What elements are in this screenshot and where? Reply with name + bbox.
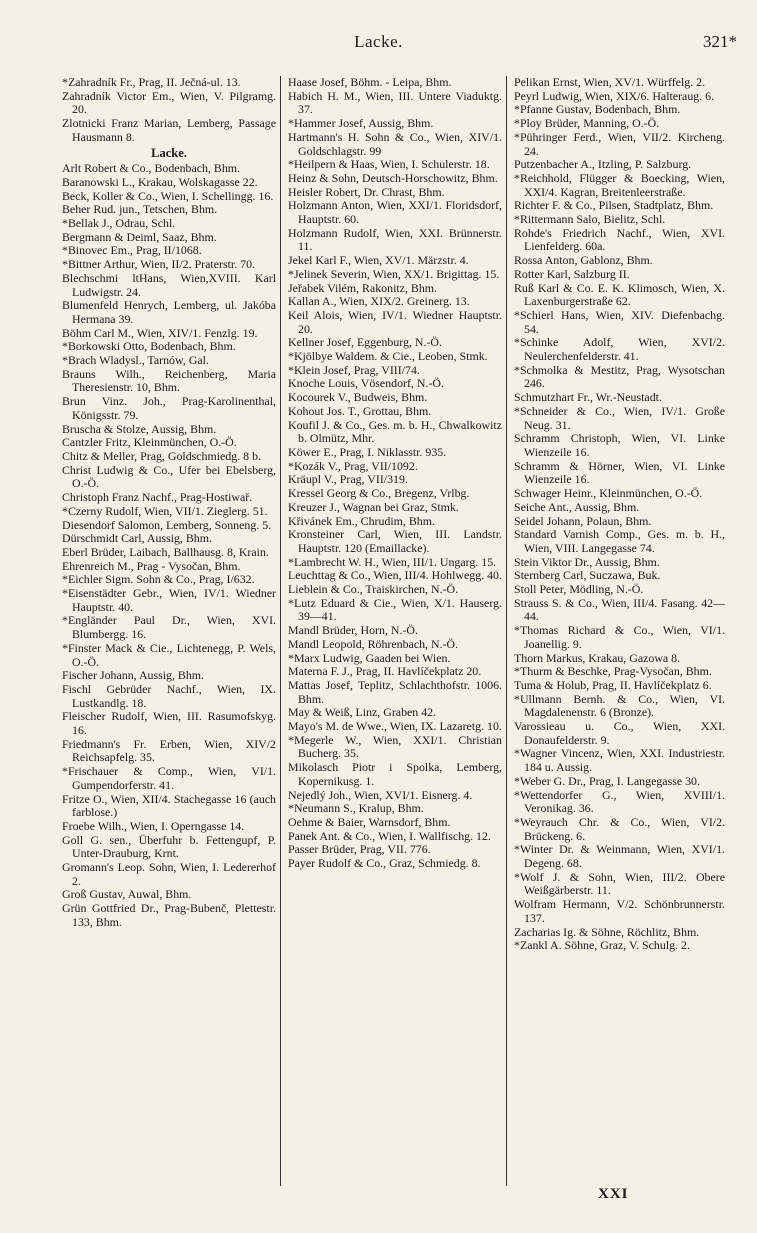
directory-entry: Grün Gottfried Dr., Prag-Bubenč, Plettestr. 133, Bhm. xyxy=(62,901,276,929)
directory-entry: Habich H. M., Wien, III. Untere Viaduktg. 37. xyxy=(288,88,502,117)
directory-entry: *Lambrecht W. H., Wien, III/1. Ungarg. 15. xyxy=(288,554,497,569)
directory-entry: Christ Ludwig & Co., Ufer bei Ebelsberg, O.-Ö. xyxy=(62,462,276,491)
directory-entry: Richter F. & Co., Pilsen, Stadtplatz, Bhm. xyxy=(514,198,714,213)
directory-entry: *Ullmann Bernh. & Co., Wien, VI. Magdalenenstr. 6 (Bronze). xyxy=(514,691,725,720)
directory-entry: *Bittner Arthur, Wien, II/2. Praterstr. 70. xyxy=(62,257,256,272)
directory-entry: *Czerny Rudolf, Wien, VII/1. Zieglerg. 51. xyxy=(62,503,268,518)
directory-entry: May & Weiß, Linz, Graben 42. xyxy=(288,705,437,720)
directory-entry: *Finster Mack & Cie., Lichtenegg, P. Wels, O.-Ö. xyxy=(62,640,276,669)
directory-entry: Wolfram Hermann, V/2. Schönbrunnerstr. 137. xyxy=(514,897,725,925)
directory-entry: *Eichler Sigm. Sohn & Co., Prag, I/632. xyxy=(62,572,255,587)
directory-entry: Mandl Leopold, Röhrenbach, N.-Ö. xyxy=(288,636,459,651)
directory-entry: *Winter Dr. & Weinmann, Wien, XVI/1. Degeng. 68. xyxy=(514,842,725,871)
directory-entry: *Bellak J., Odrau, Schl. xyxy=(62,216,176,231)
directory-entry: Koufil J. & Co., Ges. m. b. H., Chwalkowitz b. Olmütz, Mhr. xyxy=(288,417,502,446)
directory-entry: *Frischauer & Comp., Wien, VI/1. Gumpendorferstr. 41. xyxy=(62,764,276,792)
directory-entry: Fritze O., Wien, XII/4. Stachegasse 16 (auch farblose.) xyxy=(62,791,276,820)
directory-entry: Schmutzhart Fr., Wr.-Neustadt. xyxy=(514,390,662,405)
sheet-signature: XXI xyxy=(598,1186,629,1202)
directory-entry: *Eisenstädter Gebr., Wien, IV/1. Wiedner Hauptstr. 40. xyxy=(62,586,276,614)
directory-entry: *Lutz Eduard & Cie., Wien, X/1. Hauserg. 39—41. xyxy=(288,595,502,624)
directory-entry: Kronsteiner Carl, Wien, III. Landstr. Hauptstr. 120 (Emaillacke). xyxy=(288,527,502,555)
directory-entry: Dürschmidt Carl, Aussig, Bhm. xyxy=(62,531,212,546)
directory-entry: Kohout Jos. T., Grottau, Bhm. xyxy=(288,403,432,418)
directory-entry: *Wettendorfer G., Wien, XVIII/1. Veronikag. 36. xyxy=(514,787,725,816)
directory-entry: *Kjölbye Waldem. & Cie., Leoben, Stmk. xyxy=(288,349,488,364)
directory-entry: Cantzler Fritz, Kleinmünchen, O.-Ö. xyxy=(62,435,237,450)
directory-entry: Baranowski L., Krakau, Wolskagasse 22. xyxy=(62,174,258,189)
directory-entry: Zacharias Ig. & Söhne, Röchlitz, Bhm. xyxy=(514,924,700,939)
directory-entry: Beher Rud. jun., Tetschen, Bhm. xyxy=(62,202,218,217)
directory-entry: Seiche Ant., Aussig, Bhm. xyxy=(514,499,640,514)
directory-entry: Goll G. sen., Überfuhr b. Fettengupf, P. Unter-Drauburg, Krnt. xyxy=(62,832,276,861)
directory-entry: Groß Gustav, Auwal, Bhm. xyxy=(62,887,192,902)
directory-entry: *Pfanne Gustav, Bodenbach, Bhm. xyxy=(514,102,681,117)
directory-entry: Bergmann & Deiml, Saaz, Bhm. xyxy=(62,229,217,244)
directory-entry: Oehme & Baier, Warnsdorf, Bhm. xyxy=(288,814,451,829)
directory-entry: *Pühringer Ferd., Wien, VII/2. Kircheng. 24. xyxy=(514,129,725,158)
directory-entry: *Megerle W., Wien, XXI/1. Christian Bucherg. 35. xyxy=(288,732,502,761)
directory-entry: *Binovec Em., Prag, II/1068. xyxy=(62,243,202,258)
section-heading: Lacke. xyxy=(151,145,187,160)
directory-entry: Kellner Josef, Eggenburg, N.-Ö. xyxy=(288,335,442,350)
directory-entry: *Thomas Richard & Co., Wien, VI/1. Joanellig. 9. xyxy=(514,623,725,651)
directory-entry: *Wagner Vincenz, Wien, XXI. Industriestr. 184 u. Aussig. xyxy=(514,746,725,775)
directory-entry: Rotter Karl, Salzburg II. xyxy=(514,266,630,281)
directory-entry: *Rittermann Salo, Bielitz, Schl. xyxy=(514,212,666,227)
directory-entry: Leuchttag & Co., Wien, III/4. Hohlwegg. 40. xyxy=(288,568,502,583)
directory-entry: Brauns Wilh., Reichenberg, Maria Theresienstr. 10, Bhm. xyxy=(62,366,276,395)
directory-entry: Froebe Wilh., Wien, I. Operngasse 14. xyxy=(62,818,245,833)
directory-entry: Zlotnicki Franz Marian, Lemberg, Passage Hausmann 8. xyxy=(62,116,276,144)
directory-entry: Strauss S. & Co., Wien, III/4. Fasang. 42—44. xyxy=(514,595,725,624)
directory-entry: Kocourek V., Budweis, Bhm. xyxy=(288,390,428,405)
directory-entry: Seidel Johann, Polaun, Bhm. xyxy=(514,513,652,528)
directory-entry: Bruscha & Stolze, Aussig, Bhm. xyxy=(62,421,217,436)
page-title: Lacke. xyxy=(354,32,403,51)
directory-entry: Schramm Christoph, Wien, VI. Linke Wienzeile 16. xyxy=(514,431,725,459)
directory-entry: Köwer E., Prag, I. Niklasstr. 935. xyxy=(288,444,447,459)
directory-entry: Haase Josef, Böhm. - Leipa, Bhm. xyxy=(288,76,452,89)
directory-columns xyxy=(62,76,730,1186)
directory-entry: Stoll Peter, Mödling, N.-Ö. xyxy=(514,582,644,597)
directory-entry: *Jelinek Severin, Wien, XX/1. Brigittag. 15. xyxy=(288,266,500,281)
directory-entry: Kallan A., Wien, XIX/2. Greinerg. 13. xyxy=(288,294,470,309)
directory-entry: Sternberg Carl, Suczawa, Buk. xyxy=(514,568,661,583)
page-header xyxy=(0,0,757,62)
directory-entry: *Borkowski Otto, Bodenbach, Bhm. xyxy=(62,339,236,354)
directory-entry: Passer Brüder, Prag, VII. 776. xyxy=(288,842,431,857)
directory-entry: Schramm & Hörner, Wien, VI. Linke Wienzeile 16. xyxy=(514,458,725,487)
directory-entry: Panek Ant. & Co., Wien, I. Wallfischg. 12. xyxy=(288,828,491,843)
directory-entry: *Kozák V., Prag, VII/1092. xyxy=(288,458,418,473)
directory-entry: *Zankl A. Söhne, Graz, V. Schulg. 2. xyxy=(514,938,690,953)
page-number: 321* xyxy=(703,32,737,51)
directory-entry: *Reichhold, Flügger & Boecking, Wien, XXI/4. Kagran, Breitenleerstraße. xyxy=(514,170,725,199)
directory-entry: Mandl Brüder, Horn, N.-Ö. xyxy=(288,623,418,638)
directory-entry: Ruß Karl & Co. E. K. Klimosch, Wien, X. Laxenburgerstraße 62. xyxy=(514,280,725,309)
directory-entry: Zahradník Victor Em., Wien, V. Pilgramg. 20. xyxy=(62,88,276,117)
directory-entry: Arlt Robert & Co., Bodenbach, Bhm. xyxy=(62,161,241,176)
directory-entry: Materna F. J., Prag, II. Havlíčekplatz 20. xyxy=(288,664,482,679)
directory-entry: Chitz & Meller, Prag, Goldschmiedg. 8 b. xyxy=(62,448,261,463)
directory-entry: Jeřabek Vilém, Rakonitz, Bhm. xyxy=(288,280,437,295)
directory-entry: Putzenbacher A., Itzling, P. Salzburg. xyxy=(514,157,692,172)
directory-entry: Peyrl Ludwig, Wien, XIX/6. Halteraug. 6. xyxy=(514,88,715,103)
column-1 xyxy=(62,76,280,1186)
directory-entry: Rohde's Friedrich Nachf., Wien, XVI. Lienfelderg. 60a. xyxy=(514,225,725,254)
directory-entry: Mayo's M. de Wwe., Wien, IX. Lazaretg. 10. xyxy=(288,719,502,734)
directory-entry: Fischer Johann, Aussig, Bhm. xyxy=(62,668,205,683)
directory-entry: Beck, Koller & Co., Wien, I. Schellingg. 16. xyxy=(62,188,274,203)
directory-entry: Fleischer Rudolf, Wien, III. Rasumofskyg. 16. xyxy=(62,709,276,738)
column-2 xyxy=(280,76,506,1186)
directory-entry: *Marx Ludwig, Gaaden bei Wien. xyxy=(288,650,451,665)
directory-entry: Hartmann's H. Sohn & Co., Wien, XIV/1. Goldschlagstr. 99 xyxy=(288,129,502,158)
directory-entry: Pelikan Ernst, Wien, XV/1. Würffelg. 2. xyxy=(514,76,706,89)
directory-entry: Blechschmi ltHans, Wien,XVIII. Karl Ludwigstr. 24. xyxy=(62,270,276,299)
directory-entry: *Wolf J. & Sohn, Wien, III/2. Obere Weißgärberstr. 11. xyxy=(514,869,725,898)
directory-entry: Ehrenreich M., Prag - Vysočan, Bhm. xyxy=(62,558,241,573)
directory-entry: *Heilpern & Haas, Wien, I. Schulerstr. 18. xyxy=(288,157,490,172)
directory-entry: Schwager Heinr., Kleinmünchen, O.-Ö. xyxy=(514,486,703,501)
directory-entry: *Neumann S., Kralup, Bhm. xyxy=(288,801,424,816)
directory-entry: Diesendorf Salomon, Lemberg, Sonneng. 5. xyxy=(62,517,272,532)
directory-entry: Fischl Gebrüder Nachf., Wien, IX. Lustkandlg. 18. xyxy=(62,681,276,710)
directory-entry: Blumenfeld Henrych, Lemberg, ul. Jakóba Hermana 39. xyxy=(62,298,276,326)
directory-entry: *Schneider & Co., Wien, IV/1. Große Neug. 31. xyxy=(514,403,725,432)
directory-entry: *Hammer Josef, Aussig, Bhm. xyxy=(288,116,434,131)
directory-entry: Eberl Brüder, Laibach, Ballhausg. 8, Krain. xyxy=(62,544,269,559)
directory-entry: *Weber G. Dr., Prag, I. Langegasse 30. xyxy=(514,773,700,788)
directory-entry: Nejedlý Joh., Wien, XVI/1. Eisnerg. 4. xyxy=(288,787,473,802)
directory-entry: Knoche Louis, Vösendorf, N.-Ö. xyxy=(288,376,444,391)
directory-entry: Holzmann Anton, Wien, XXI/1. Floridsdorf, Hauptstr. 60. xyxy=(288,198,502,227)
directory-entry: *Schierl Hans, Wien, XIV. Diefenbachg. 54. xyxy=(514,307,725,336)
directory-entry: Kreuzer J., Wagnan bei Graz, Stmk. xyxy=(288,499,459,514)
directory-entry: Mattas Josef, Teplitz, Schlachthofstr. 1006. Bhm. xyxy=(288,677,502,706)
directory-entry: *Klein Josef, Prag, VIII/74. xyxy=(288,362,420,377)
directory-entry: Kressel Georg & Co., Bregenz, Vrlbg. xyxy=(288,486,470,501)
directory-entry: Brun Vinz. Joh., Prag-Karolinenthal, Königsstr. 79. xyxy=(62,394,276,422)
directory-entry: *Ploy Brüder, Manning, O.-Ö. xyxy=(514,116,660,131)
directory-entry: Friedmann's Fr. Erben, Wien, XIV/2 Reichsapfelg. 35. xyxy=(62,736,276,765)
directory-entry: Keil Alois, Wien, IV/1. Wiedner Hauptstr. 20. xyxy=(288,307,502,336)
directory-entry: Payer Rudolf & Co., Graz, Schmiedg. 8. xyxy=(288,856,481,871)
directory-entry: Heisler Robert, Dr. Chrast, Bhm. xyxy=(288,184,445,199)
directory-entry: Gromann's Leop. Sohn, Wien, I. Ledererhof 2. xyxy=(62,860,276,888)
directory-entry: *Brach Wladysl., Tarnów, Gal. xyxy=(62,353,209,368)
directory-entry: Thorn Markus, Krakau, Gazowa 8. xyxy=(514,650,681,665)
directory-entry: Holzmann Rudolf, Wien, XXI. Brünnerstr. 11. xyxy=(288,225,502,254)
directory-entry: *Zahradník Fr., Prag, II. Ječná-ul. 13. xyxy=(62,76,241,89)
directory-entry: Kräupl V., Prag, VII/319. xyxy=(288,472,408,487)
directory-entry: Rossa Anton, Gablonz, Bhm. xyxy=(514,253,653,268)
directory-entry: Standard Varnish Comp., Ges. m. b. H., Wien, VIII. Langegasse 74. xyxy=(514,527,725,555)
directory-entry: *Schmolka & Mestitz, Prag, Wysotschan 246. xyxy=(514,362,725,391)
directory-entry: *Thurm & Beschke, Prag-Vysočan, Bhm. xyxy=(514,664,712,679)
directory-entry: *Schinke Adolf, Wien, XVI/2. Neulerchenfelderstr. 41. xyxy=(514,335,725,364)
directory-entry: *Weyrauch Chr. & Co., Wien, VI/2. Brückeng. 6. xyxy=(514,814,725,843)
directory-entry: Stein Viktor Dr., Aussig, Bhm. xyxy=(514,554,660,569)
directory-entry: Tuma & Holub, Prag, II. Havlíčekplatz 6. xyxy=(514,677,712,692)
directory-entry: Böhm Carl M., Wien, XIV/1. Fenzlg. 19. xyxy=(62,325,258,340)
directory-entry: Heinz & Sohn, Deutsch-Horschowitz, Bhm. xyxy=(288,170,498,185)
directory-entry: *Engländer Paul Dr., Wien, XVI. Blumbergg. 16. xyxy=(62,613,276,642)
directory-entry: Christoph Franz Nachf., Prag-Hostiwař. xyxy=(62,490,253,505)
column-3 xyxy=(506,76,725,1186)
directory-entry: Křivánek Em., Chrudim, Bhm. xyxy=(288,513,435,528)
directory-entry: Lieblein & Co., Traiskirchen, N.-Ö. xyxy=(288,582,459,597)
directory-entry: Mikolasch Piotr i Spolka, Lemberg, Kopernikusg. 1. xyxy=(288,760,502,788)
directory-entry: Jekel Karl F., Wien, XV/1. Märzstr. 4. xyxy=(288,253,469,268)
directory-entry: Varossieau u. Co., Wien, XXI. Donaufelderstr. 9. xyxy=(514,719,725,747)
